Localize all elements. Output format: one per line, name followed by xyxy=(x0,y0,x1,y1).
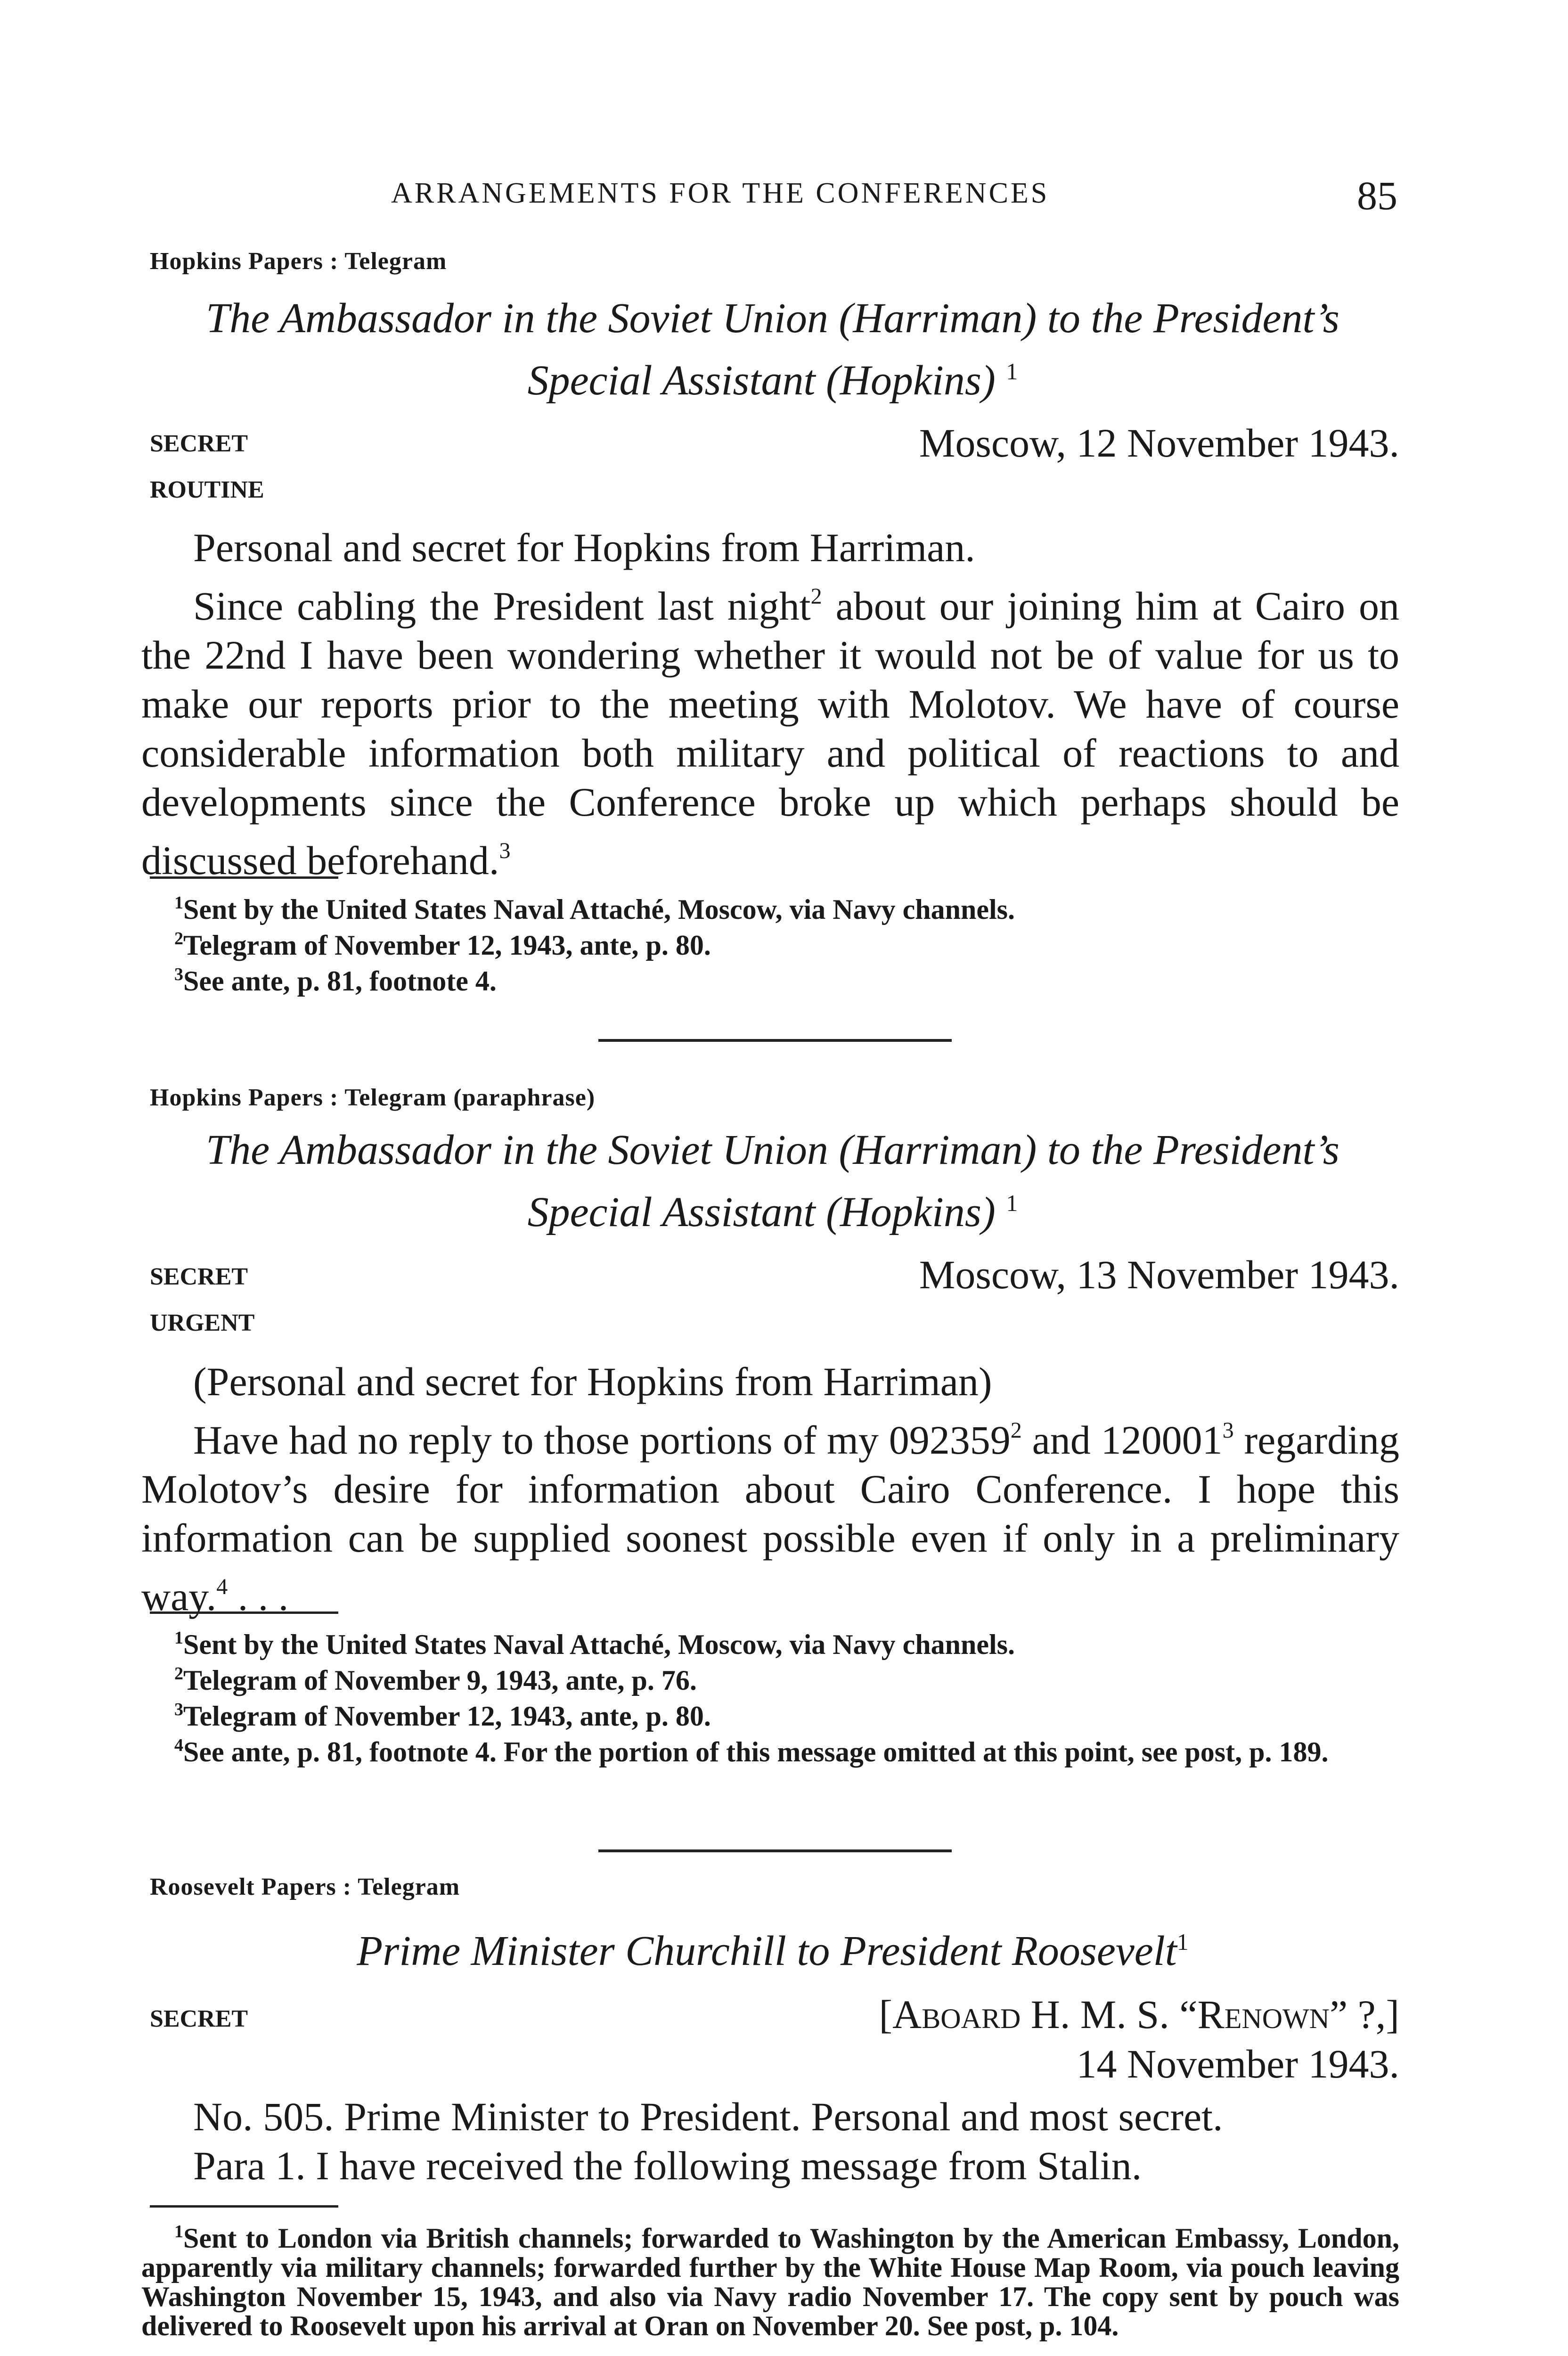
doc1-classification: SECRET xyxy=(150,430,248,457)
doc2-priority: URGENT xyxy=(150,1309,255,1336)
section-divider xyxy=(598,1039,952,1042)
doc3-footnote-rule xyxy=(150,2205,338,2208)
doc1-body xyxy=(141,523,1399,885)
doc2-footnotes xyxy=(141,1623,1399,1767)
doc1-paragraph-1: Personal and secret for Hopkins from Harriman. xyxy=(193,525,975,570)
doc3-paragraph-1: No. 505. Prime Minister to President. Personal and most secret. xyxy=(193,2094,1223,2139)
doc3-paragraph-2: Para 1. I have received the following message from Stalin. xyxy=(193,2143,1142,2188)
running-head xyxy=(0,172,1568,224)
doc1-title xyxy=(141,292,1404,407)
doc2-source: Hopkins Papers : Telegram (paraphrase) xyxy=(150,1084,596,1111)
doc2-title-footnote-mark: 1 xyxy=(1006,1190,1018,1216)
running-title: ARRANGEMENTS FOR THE CONFERENCES xyxy=(391,177,1050,209)
doc1-priority: ROUTINE xyxy=(150,476,264,503)
section-divider xyxy=(598,1849,952,1852)
doc1-dateline: Moscow, 12 November 1943. xyxy=(919,420,1399,466)
doc3-classification: SECRET xyxy=(150,2005,248,2032)
doc2-footnote: $^4$See ante, p. 81, footnote 4. For the portion of this message omitted at this point, see post, p. 189. xyxy=(174,1735,1329,1767)
doc2-title-line1: The Ambassador in the Soviet Union (Harriman) to the President’s xyxy=(206,1127,1339,1173)
doc3-body xyxy=(141,2092,1399,2190)
doc2-paragraph-1: (Personal and secret for Hopkins from Harriman) xyxy=(193,1359,992,1404)
doc3-footnotes xyxy=(141,2217,1399,2340)
doc1-footnote: $^3$See ante, p. 81, footnote 4. xyxy=(174,965,497,997)
doc2-footnote: $^1$Sent by the United States Naval Attaché, Moscow, via Navy channels. xyxy=(174,1628,1015,1660)
doc3-source: Roosevelt Papers : Telegram xyxy=(150,1873,460,1900)
doc1-title-line2: Special Assistant (Hopkins) $^1$ xyxy=(527,357,1018,404)
doc2-dateline: Moscow, 13 November 1943. xyxy=(919,1252,1399,1297)
doc1-title-line1: The Ambassador in the Soviet Union (Harriman) to the President’s xyxy=(206,295,1339,342)
doc1-footnote: $^1$Sent by the United States Naval Attaché, Moscow, via Navy channels. xyxy=(174,893,1015,925)
doc2-footnote: $^2$Telegram of November 9, 1943, ante, p. 76. xyxy=(174,1664,697,1696)
doc2-footnote: $^3$Telegram of November 12, 1943, ante, p. 80. xyxy=(174,1700,711,1732)
doc2-title xyxy=(141,1124,1404,1239)
doc2-classification: SECRET xyxy=(150,1263,248,1290)
doc2-body xyxy=(141,1357,1399,1621)
doc2-paragraph-2: Have had no reply to those portions of my 092359$^2$ and 120001$^3$ regarding Molotov’s desire for information about Cairo Conference. I hope this information can be supplied soonest possible even if only in a preliminary way.$^4$ . . . xyxy=(141,1417,1399,1619)
doc3-title-footnote-mark: 1 xyxy=(1176,1929,1189,1955)
doc1-footnote: $^2$Telegram of November 12, 1943, ante, p. 80. xyxy=(174,929,711,961)
doc1-footnotes xyxy=(141,888,1399,996)
doc1-source: Hopkins Papers : Telegram xyxy=(150,248,447,275)
doc3-dateline-place: [Aboard H. M. S. “Renown” ?,] xyxy=(879,1992,1399,2037)
doc3-dateline-date: 14 November 1943. xyxy=(1076,2041,1399,2086)
doc1-footnote-rule xyxy=(150,876,338,879)
doc2-title-line2: Special Assistant (Hopkins) $^1$ xyxy=(527,1189,1018,1235)
doc1-paragraph-2: Since cabling the President last night$^2$ about our joining him at Cairo on the 22nd I have been wondering whether it would not be of value for us to make our reports prior to the meeting with Molotov. We have of course considerable information both military and political of reactions to and developments since the Conference broke up which perhaps should be discussed beforehand.$^3$ xyxy=(141,583,1399,883)
page-number: 85 xyxy=(1357,173,1397,218)
doc1-title-footnote-mark: 1 xyxy=(1006,358,1018,384)
doc2-footnote-rule xyxy=(150,1612,338,1614)
doc3-footnote: $^1$Sent to London via British channels; forwarded to Washington by the American Embassy, London, apparently via military channels; forwarded further by the White House Map Room, via pouch leaving Washington November 15, 1943, and also via Navy radio November 17. The copy sent by pouch was delivered to Roosevelt upon his arrival at Oran on November 20. See post, p. 104. xyxy=(141,2222,1399,2341)
doc3-title: Prime Minister Churchill to President Roosevelt$^1$ xyxy=(357,1928,1189,1974)
